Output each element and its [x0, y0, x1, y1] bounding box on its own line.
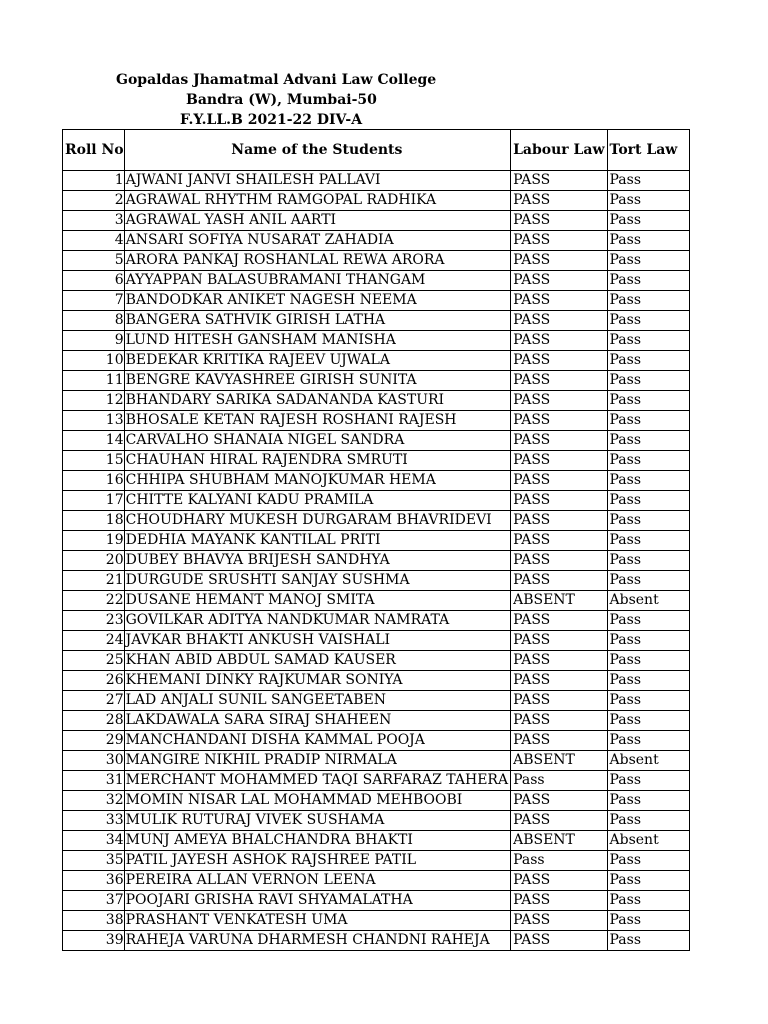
roll-no-cell: 13	[63, 411, 125, 431]
table-row	[63, 591, 690, 611]
tort-law-result-cell: Absent	[607, 591, 689, 611]
tort-law-result-cell: Pass	[607, 411, 689, 431]
roll-no-cell: 1	[63, 171, 125, 191]
student-name-cell: BANGERA SATHVIK GIRISH LATHA	[124, 311, 510, 331]
roll-no-cell: 24	[63, 631, 125, 651]
tort-law-result-cell: Pass	[607, 611, 689, 631]
student-name-cell: DUSANE HEMANT MANOJ SMITA	[124, 591, 510, 611]
roll-no-cell: 5	[63, 251, 125, 271]
student-name-cell: CHHIPA SHUBHAM MANOJKUMAR HEMA	[124, 471, 510, 491]
labour-law-result-cell: PASS	[511, 631, 607, 651]
class-division: F.Y.LL.B 2021-22 DIV-A	[180, 112, 363, 128]
labour-law-result-cell: PASS	[511, 371, 607, 391]
tort-law-result-cell: Pass	[607, 491, 689, 511]
roll-no-cell: 6	[63, 271, 125, 291]
table-row	[63, 651, 690, 671]
roll-no-cell: 36	[63, 871, 125, 891]
tort-law-result-cell: Pass	[607, 911, 689, 931]
labour-law-result-cell: PASS	[511, 891, 607, 911]
table-row	[63, 711, 690, 731]
student-name-cell: BANDODKAR ANIKET NAGESH NEEMA	[124, 291, 510, 311]
column-header-labour-law: Labour Law	[511, 130, 607, 171]
tort-law-result-cell: Pass	[607, 291, 689, 311]
student-name-cell: PATIL JAYESH ASHOK RAJSHREE PATIL	[124, 851, 510, 871]
student-name-cell: CHOUDHARY MUKESH DURGARAM BHAVRIDEVI	[124, 511, 510, 531]
labour-law-result-cell: Pass	[511, 851, 607, 871]
student-name-cell: POOJARI GRISHA RAVI SHYAMALATHA	[124, 891, 510, 911]
tort-law-result-cell: Pass	[607, 791, 689, 811]
roll-no-cell: 30	[63, 751, 125, 771]
student-name-cell: MANCHANDANI DISHA KAMMAL POOJA	[124, 731, 510, 751]
student-name-cell: LAKDAWALA SARA SIRAJ SHAHEEN	[124, 711, 510, 731]
labour-law-result-cell: PASS	[511, 671, 607, 691]
labour-law-result-cell: PASS	[511, 811, 607, 831]
roll-no-cell: 22	[63, 591, 125, 611]
student-name-cell: BENGRE KAVYASHREE GIRISH SUNITA	[124, 371, 510, 391]
student-name-cell: ARORA PANKAJ ROSHANLAL REWA ARORA	[124, 251, 510, 271]
table-row	[63, 211, 690, 231]
labour-law-result-cell: PASS	[511, 191, 607, 211]
student-name-cell: BHANDARY SARIKA SADANANDA KASTURI	[124, 391, 510, 411]
table-row	[63, 551, 690, 571]
student-name-cell: CHITTE KALYANI KADU PRAMILA	[124, 491, 510, 511]
table-row	[63, 171, 690, 191]
column-header-roll-no: Roll No	[63, 130, 125, 171]
tort-law-result-cell: Pass	[607, 631, 689, 651]
tort-law-result-cell: Absent	[607, 831, 689, 851]
table-row	[63, 191, 690, 211]
student-name-cell: RAHEJA VARUNA DHARMESH CHANDNI RAHEJA	[124, 931, 510, 951]
roll-no-cell: 39	[63, 931, 125, 951]
labour-law-result-cell: PASS	[511, 711, 607, 731]
roll-no-cell: 20	[63, 551, 125, 571]
tort-law-result-cell: Pass	[607, 811, 689, 831]
tort-law-result-cell: Pass	[607, 391, 689, 411]
tort-law-result-cell: Pass	[607, 711, 689, 731]
roll-no-cell: 25	[63, 651, 125, 671]
tort-law-result-cell: Pass	[607, 731, 689, 751]
tort-law-result-cell: Pass	[607, 531, 689, 551]
tort-law-result-cell: Pass	[607, 471, 689, 491]
table-row	[63, 251, 690, 271]
tort-law-result-cell: Pass	[607, 231, 689, 251]
table-row	[63, 371, 690, 391]
student-name-cell: PEREIRA ALLAN VERNON LEENA	[124, 871, 510, 891]
roll-no-cell: 19	[63, 531, 125, 551]
labour-law-result-cell: Pass	[511, 771, 607, 791]
tort-law-result-cell: Pass	[607, 851, 689, 871]
roll-no-cell: 14	[63, 431, 125, 451]
labour-law-result-cell: PASS	[511, 791, 607, 811]
roll-no-cell: 28	[63, 711, 125, 731]
tort-law-result-cell: Pass	[607, 651, 689, 671]
tort-law-result-cell: Pass	[607, 891, 689, 911]
table-row	[63, 931, 690, 951]
roll-no-cell: 26	[63, 671, 125, 691]
labour-law-result-cell: PASS	[511, 311, 607, 331]
roll-no-cell: 23	[63, 611, 125, 631]
table-row	[63, 331, 690, 351]
student-name-cell: PRASHANT VENKATESH UMA	[124, 911, 510, 931]
labour-law-result-cell: PASS	[511, 571, 607, 591]
tort-law-result-cell: Pass	[607, 671, 689, 691]
student-name-cell: LUND HITESH GANSHAM MANISHA	[124, 331, 510, 351]
labour-law-result-cell: PASS	[511, 271, 607, 291]
table-row	[63, 491, 690, 511]
roll-no-cell: 35	[63, 851, 125, 871]
labour-law-result-cell: PASS	[511, 611, 607, 631]
roll-no-cell: 27	[63, 691, 125, 711]
table-row	[63, 431, 690, 451]
labour-law-result-cell: PASS	[511, 171, 607, 191]
student-name-cell: JAVKAR BHAKTI ANKUSH VAISHALI	[124, 631, 510, 651]
student-name-cell: DEDHIA MAYANK KANTILAL PRITI	[124, 531, 510, 551]
table-row	[63, 831, 690, 851]
student-name-cell: DURGUDE SRUSHTI SANJAY SUSHMA	[124, 571, 510, 591]
table-row	[63, 351, 690, 371]
tort-law-result-cell: Pass	[607, 331, 689, 351]
student-name-cell: BHOSALE KETAN RAJESH ROSHANI RAJESH	[124, 411, 510, 431]
roll-no-cell: 8	[63, 311, 125, 331]
labour-law-result-cell: PASS	[511, 231, 607, 251]
student-name-cell: AGRAWAL RHYTHM RAMGOPAL RADHIKA	[124, 191, 510, 211]
roll-no-cell: 31	[63, 771, 125, 791]
table-row	[63, 511, 690, 531]
table-row	[63, 691, 690, 711]
table-row	[63, 271, 690, 291]
table-row	[63, 391, 690, 411]
tort-law-result-cell: Pass	[607, 211, 689, 231]
table-row	[63, 791, 690, 811]
table-row	[63, 531, 690, 551]
table-row	[63, 811, 690, 831]
labour-law-result-cell: PASS	[511, 331, 607, 351]
student-name-cell: CHAUHAN HIRAL RAJENDRA SMRUTI	[124, 451, 510, 471]
labour-law-result-cell: PASS	[511, 731, 607, 751]
labour-law-result-cell: PASS	[511, 491, 607, 511]
table-row	[63, 231, 690, 251]
labour-law-result-cell: PASS	[511, 651, 607, 671]
student-name-cell: AYYAPPAN BALASUBRAMANI THANGAM	[124, 271, 510, 291]
roll-no-cell: 37	[63, 891, 125, 911]
student-name-cell: KHAN ABID ABDUL SAMAD KAUSER	[124, 651, 510, 671]
results-table	[62, 129, 690, 951]
labour-law-result-cell: PASS	[511, 551, 607, 571]
college-address: Bandra (W), Mumbai-50	[186, 92, 377, 108]
labour-law-result-cell: PASS	[511, 691, 607, 711]
tort-law-result-cell: Pass	[607, 571, 689, 591]
table-row	[63, 851, 690, 871]
column-header-student-name: Name of the Students	[124, 130, 510, 171]
labour-law-result-cell: ABSENT	[511, 751, 607, 771]
labour-law-result-cell: ABSENT	[511, 831, 607, 851]
roll-no-cell: 11	[63, 371, 125, 391]
table-row	[63, 871, 690, 891]
student-name-cell: MULIK RUTURAJ VIVEK SUSHAMA	[124, 811, 510, 831]
labour-law-result-cell: PASS	[511, 251, 607, 271]
table-body	[63, 171, 690, 951]
student-name-cell: LAD ANJALI SUNIL SANGEETABEN	[124, 691, 510, 711]
roll-no-cell: 34	[63, 831, 125, 851]
labour-law-result-cell: PASS	[511, 291, 607, 311]
roll-no-cell: 29	[63, 731, 125, 751]
labour-law-result-cell: ABSENT	[511, 591, 607, 611]
tort-law-result-cell: Pass	[607, 251, 689, 271]
table-row	[63, 611, 690, 631]
table-row	[63, 471, 690, 491]
student-name-cell: AJWANI JANVI SHAILESH PALLAVI	[124, 171, 510, 191]
table-row	[63, 631, 690, 651]
labour-law-result-cell: PASS	[511, 431, 607, 451]
student-name-cell: ANSARI SOFIYA NUSARAT ZAHADIA	[124, 231, 510, 251]
labour-law-result-cell: PASS	[511, 911, 607, 931]
roll-no-cell: 32	[63, 791, 125, 811]
table-row	[63, 291, 690, 311]
labour-law-result-cell: PASS	[511, 391, 607, 411]
college-name: Gopaldas Jhamatmal Advani Law College	[116, 72, 437, 88]
student-name-cell: MANGIRE NIKHIL PRADIP NIRMALA	[124, 751, 510, 771]
student-name-cell: CARVALHO SHANAIA NIGEL SANDRA	[124, 431, 510, 451]
tort-law-result-cell: Pass	[607, 771, 689, 791]
roll-no-cell: 10	[63, 351, 125, 371]
student-name-cell: BEDEKAR KRITIKA RAJEEV UJWALA	[124, 351, 510, 371]
student-name-cell: MOMIN NISAR LAL MOHAMMAD MEHBOOBI	[124, 791, 510, 811]
table-row	[63, 571, 690, 591]
roll-no-cell: 9	[63, 331, 125, 351]
labour-law-result-cell: PASS	[511, 511, 607, 531]
roll-no-cell: 16	[63, 471, 125, 491]
roll-no-cell: 21	[63, 571, 125, 591]
roll-no-cell: 4	[63, 231, 125, 251]
table-row	[63, 731, 690, 751]
labour-law-result-cell: PASS	[511, 211, 607, 231]
student-name-cell: DUBEY BHAVYA BRIJESH SANDHYA	[124, 551, 510, 571]
roll-no-cell: 38	[63, 911, 125, 931]
tort-law-result-cell: Pass	[607, 931, 689, 951]
tort-law-result-cell: Pass	[607, 311, 689, 331]
table-row	[63, 451, 690, 471]
table-row	[63, 751, 690, 771]
roll-no-cell: 12	[63, 391, 125, 411]
roll-no-cell: 15	[63, 451, 125, 471]
tort-law-result-cell: Pass	[607, 171, 689, 191]
table-row	[63, 411, 690, 431]
roll-no-cell: 2	[63, 191, 125, 211]
roll-no-cell: 3	[63, 211, 125, 231]
tort-law-result-cell: Pass	[607, 871, 689, 891]
table-row	[63, 891, 690, 911]
student-name-cell: GOVILKAR ADITYA NANDKUMAR NAMRATA	[124, 611, 510, 631]
labour-law-result-cell: PASS	[511, 931, 607, 951]
tort-law-result-cell: Pass	[607, 551, 689, 571]
roll-no-cell: 7	[63, 291, 125, 311]
table-row	[63, 911, 690, 931]
table-row	[63, 671, 690, 691]
tort-law-result-cell: Pass	[607, 451, 689, 471]
table-header-row	[63, 130, 690, 171]
student-name-cell: MERCHANT MOHAMMED TAQI SARFARAZ TAHERA	[124, 771, 510, 791]
labour-law-result-cell: PASS	[511, 451, 607, 471]
tort-law-result-cell: Absent	[607, 751, 689, 771]
table-row	[63, 311, 690, 331]
tort-law-result-cell: Pass	[607, 431, 689, 451]
tort-law-result-cell: Pass	[607, 371, 689, 391]
tort-law-result-cell: Pass	[607, 271, 689, 291]
labour-law-result-cell: PASS	[511, 411, 607, 431]
tort-law-result-cell: Pass	[607, 691, 689, 711]
roll-no-cell: 17	[63, 491, 125, 511]
roll-no-cell: 18	[63, 511, 125, 531]
tort-law-result-cell: Pass	[607, 351, 689, 371]
column-header-tort-law: Tort Law	[607, 130, 689, 171]
student-name-cell: AGRAWAL YASH ANIL AARTI	[124, 211, 510, 231]
tort-law-result-cell: Pass	[607, 191, 689, 211]
tort-law-result-cell: Pass	[607, 511, 689, 531]
labour-law-result-cell: PASS	[511, 531, 607, 551]
student-name-cell: KHEMANI DINKY RAJKUMAR SONIYA	[124, 671, 510, 691]
labour-law-result-cell: PASS	[511, 871, 607, 891]
roll-no-cell: 33	[63, 811, 125, 831]
student-name-cell: MUNJ AMEYA BHALCHANDRA BHAKTI	[124, 831, 510, 851]
labour-law-result-cell: PASS	[511, 351, 607, 371]
labour-law-result-cell: PASS	[511, 471, 607, 491]
table-row	[63, 771, 690, 791]
